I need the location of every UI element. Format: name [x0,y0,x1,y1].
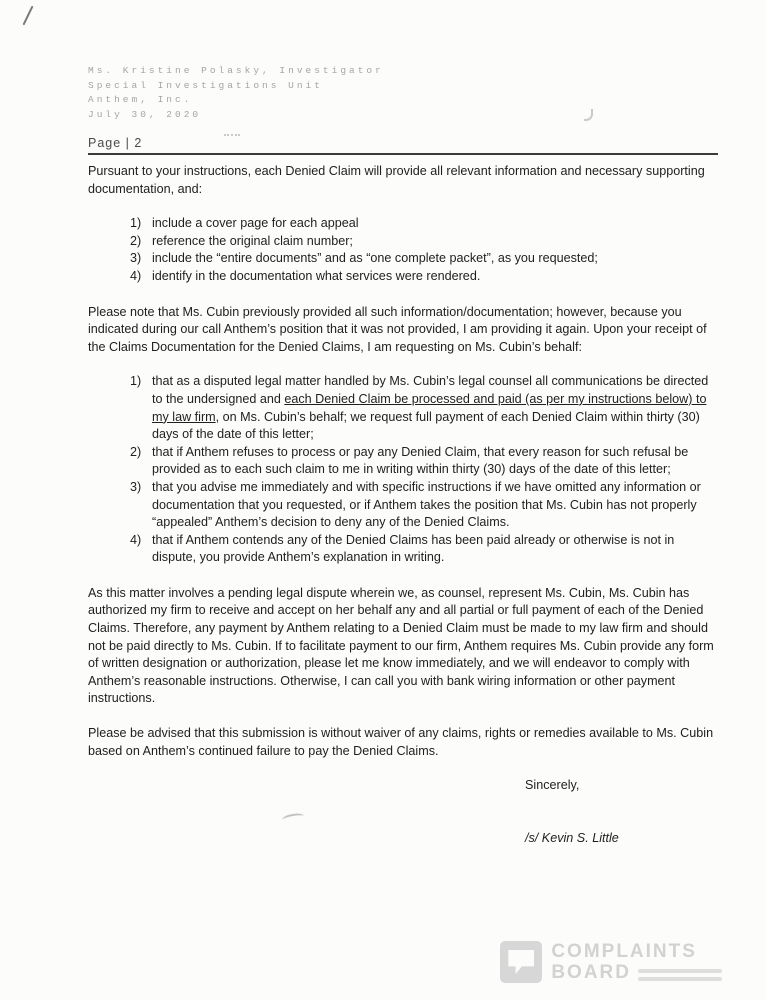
paragraph-payment-terms: As this matter involves a pending legal dispute wherein we, as counsel, represent Ms. Cubin, Ms. Cubin has authorized my firm to receive and accept on her behalf any and all partial or full payment of each of the Denied Claims. Therefore, any payment by Anthem relating to a Denied Claim must be made to my law firm and should not be paid directly to Ms. Cubin. If to facilitate payment to our firm, Anthem requires Ms. Cubin provide any form of written designation or authorization, please let me know immediately, and we will endeavor to comply with Anthem’s reasonable instructions. Otherwise, I can call you with bank wiring information or other payment instructions. [88,585,714,706]
list-item-text: that you advise me immediately and with specific instructions if we have omitted any information or documentation that you requested, or if Anthem takes the position that Ms. Cubin has not properly “appealed” Anthem’s decision to deny any of the Denied Claims. [152,479,701,530]
paragraph-intro: Pursuant to your instructions, each Denied Claim will provide all relevant information and necessary supporting documentation, and: [88,164,705,196]
list-item [130,532,716,567]
recipient-unit-line: Special Investigations Unit [88,79,323,91]
watermark-text [551,941,722,983]
list-marker: 3) [130,251,142,266]
list-item-text: identify in the documentation what services were rendered. [152,268,481,283]
list-item-text: reference the original claim number; [152,233,353,248]
list-item [130,215,716,233]
list-item [130,268,716,286]
list-marker: 2) [130,233,142,248]
recipient-header [88,64,716,122]
list-item [130,250,716,268]
list-marker: 4) [130,532,142,547]
list-item [130,373,716,443]
appeal-requirements-list [130,215,716,285]
list-item-text [152,373,716,443]
speech-bubble-icon [500,941,542,983]
list-item [130,444,716,479]
scan-artifact-corner [22,6,33,26]
scan-artifact-squiggle [281,812,304,824]
recipient-name-line: Ms. Kristine Polasky, Investigator [88,65,384,76]
list-item-text: that if Anthem refuses to process or pay any Denied Claim, that every reason for such refusal be provided as to each such claim to me in writing within thirty (30) days of the date of this letter; [152,444,689,477]
paragraph-note: Please note that Ms. Cubin previously provided all such information/documentation; however, because you indicated during our call Anthem’s position that it was not provided, I am providing it again. Upon your receipt of the Claims Documentation for the Denied Claims, I am requesting on Ms. Cubin’s behalf: [88,304,707,354]
request-text-post: , on Ms. Cubin’s behalf; we request full payment of each Denied Claim within thirty (30) days of the date of this letter; [152,409,700,442]
list-item-text: that if Anthem contends any of the Denied Claims has been paid already or otherwise is not in dispute, you provide Anthem’s explanation in writing. [152,532,675,565]
recipient-company-line: Anthem, Inc. [88,94,193,105]
request-text-pre: that as a disputed legal matter handled by Ms. Cubin’s legal counsel all communications be directed to the undersigned and [152,374,709,406]
list-marker: 4) [130,268,142,283]
scan-artifact-mark [224,129,240,136]
signature-block [525,777,716,847]
requests-list [130,373,716,567]
watermark-line2: BOARD [551,962,631,983]
list-item-text: include a cover page for each appeal [152,216,359,231]
list-marker: 2) [130,444,142,459]
list-item [130,479,716,532]
header-rule [88,153,718,155]
signature-name: /s/ Kevin S. Little [525,830,619,845]
watermark-tagline-lines [638,965,722,981]
closing-salutation: Sincerely, [525,778,580,793]
letter-date-line: July 30, 2020 [88,108,202,120]
list-item [130,233,716,251]
request-text-underlined: each Denied Claim be processed and paid (as per my instructions below) to my law firm [152,391,707,424]
list-marker: 1) [130,216,142,231]
complaintsboard-watermark [500,941,722,983]
list-item-text: include the “entire documents” and as “one complete packet”, as you requested; [152,251,598,266]
watermark-line1: COMPLAINTS [551,941,697,962]
list-marker: 3) [130,479,142,494]
paragraph-waiver-notice: Please be advised that this submission is without waiver of any claims, rights or remedies available to Ms. Cubin based on Anthem’s continued failure to pay the Denied Claims. [88,726,714,758]
list-marker: 1) [130,374,142,389]
page-number-label: Page | 2 [88,136,143,150]
